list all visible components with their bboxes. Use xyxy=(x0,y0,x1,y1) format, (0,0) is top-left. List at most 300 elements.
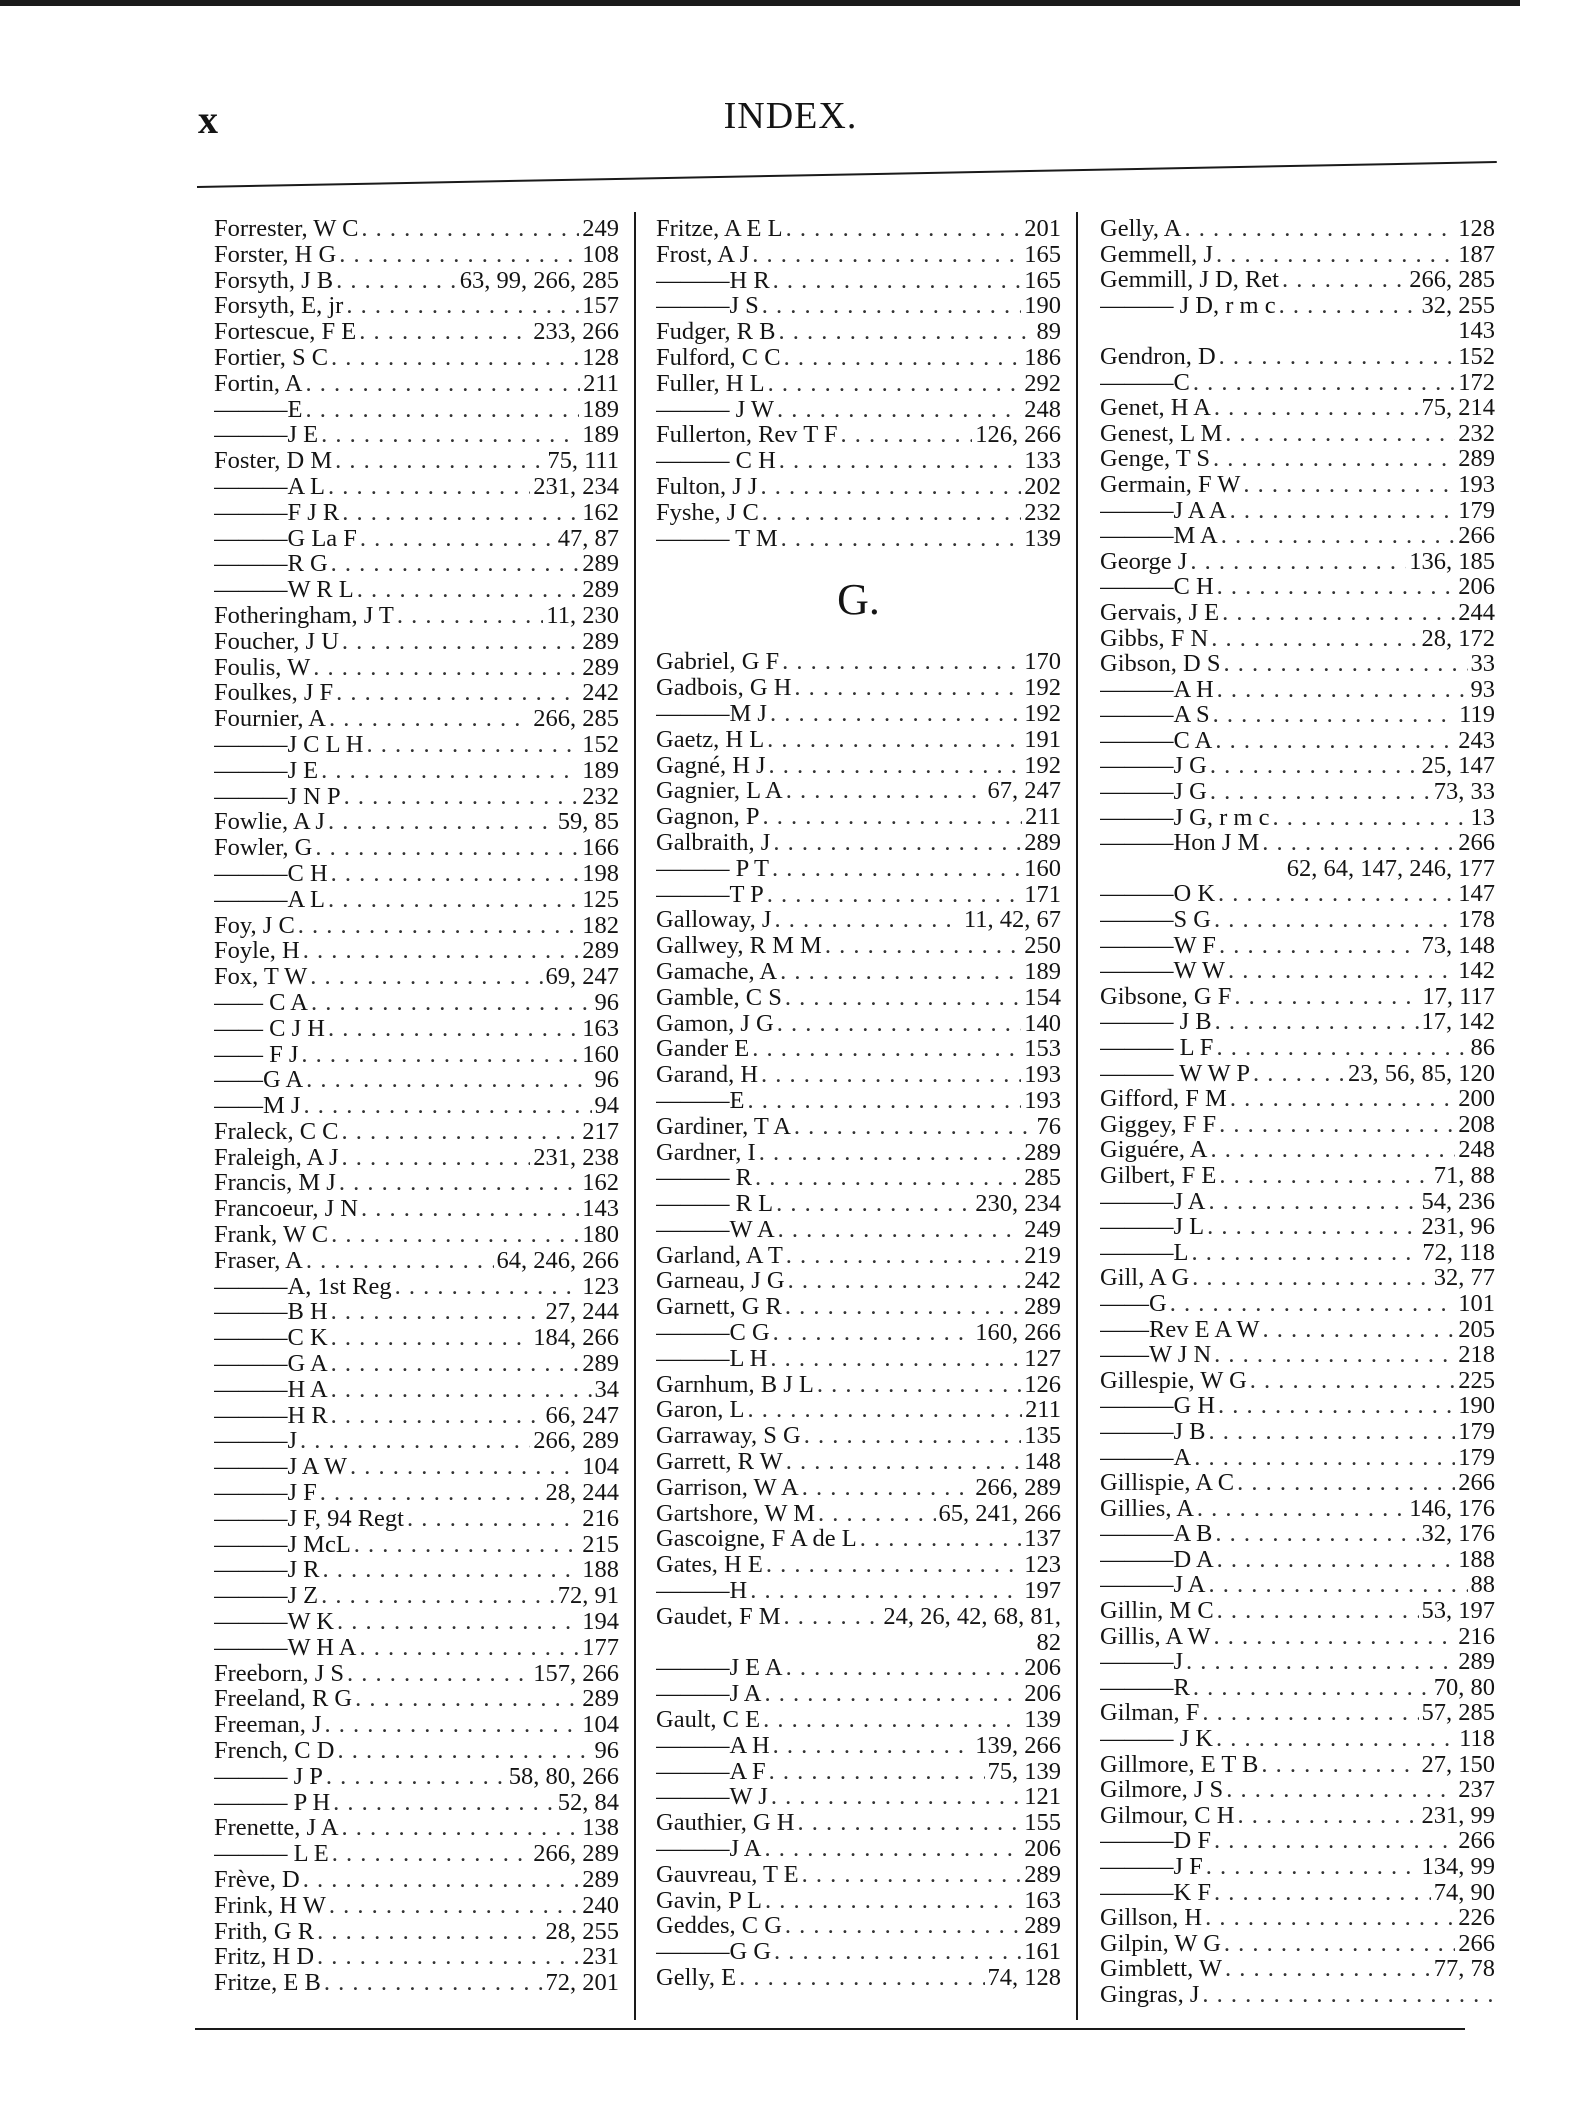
entry-name: ——— P H xyxy=(214,1789,331,1816)
index-entry xyxy=(656,1604,1061,1630)
entry-name: Gervais, J E xyxy=(1100,599,1220,626)
index-entry xyxy=(656,985,1061,1011)
index-entry xyxy=(1100,1291,1495,1317)
dot-leader xyxy=(762,804,1022,830)
dot-leader xyxy=(407,1506,579,1532)
entry-pages: 77, 78 xyxy=(1433,1956,1495,1982)
entry-name: Gallwey, R M M xyxy=(656,933,822,959)
entry-pages: 123 xyxy=(1024,1552,1061,1579)
dot-leader xyxy=(342,1119,580,1145)
index-entry xyxy=(656,882,1061,908)
entry-name: Fulford, C C xyxy=(656,344,781,371)
entry-pages: 127 xyxy=(1024,1345,1061,1372)
dot-leader xyxy=(1214,1342,1455,1368)
index-entry xyxy=(1100,1317,1495,1343)
entry-name: ———J xyxy=(214,1428,298,1455)
entry-name: Garnett, G R xyxy=(656,1294,782,1321)
entry-pages: 266, 285 xyxy=(533,706,619,732)
dot-leader xyxy=(771,1784,1021,1810)
index-entry xyxy=(214,319,619,345)
dot-leader xyxy=(784,345,1022,371)
index-entry xyxy=(656,474,1061,500)
dot-leader xyxy=(1223,651,1467,677)
dot-leader xyxy=(1192,1265,1431,1291)
entry-pages: 76 xyxy=(1036,1113,1061,1140)
entry-name: Genest, L M xyxy=(1100,420,1223,447)
entry-name: Galloway, J xyxy=(656,907,772,934)
entry-name: Garland, A T xyxy=(656,1242,783,1269)
entry-pages: 139, 266 xyxy=(975,1732,1061,1759)
f-entries-continued xyxy=(656,216,1061,551)
dot-leader xyxy=(346,293,579,319)
index-entry xyxy=(1100,1393,1495,1419)
index-entry xyxy=(214,526,619,552)
index-entry xyxy=(656,1578,1061,1604)
page-number: x xyxy=(198,97,218,142)
index-entry xyxy=(214,1016,619,1042)
dot-leader xyxy=(1214,1880,1431,1906)
entry-pages: 88 xyxy=(1470,1572,1495,1599)
entry-pages: 160 xyxy=(1024,855,1061,882)
dot-leader xyxy=(1213,446,1455,472)
entry-pages: 289 xyxy=(1024,1294,1061,1321)
index-entry xyxy=(1100,958,1495,984)
index-entry xyxy=(656,1759,1061,1785)
index-entry xyxy=(656,1140,1061,1166)
index-entry xyxy=(1100,446,1495,472)
entry-pages: 66, 247 xyxy=(545,1402,619,1429)
entry-pages: 193 xyxy=(1024,1087,1061,1114)
dot-leader xyxy=(1211,626,1418,652)
entry-pages: 182 xyxy=(582,912,619,939)
index-entry xyxy=(656,1475,1061,1501)
dot-leader xyxy=(1214,1624,1456,1650)
dot-leader xyxy=(817,1372,1021,1398)
entry-name: Foy, J C xyxy=(214,912,295,939)
dot-leader xyxy=(765,1681,1022,1707)
index-entry xyxy=(1100,1828,1495,1854)
entry-name: ———O K xyxy=(1100,881,1216,908)
dot-leader xyxy=(323,1557,580,1583)
entry-pages: 206 xyxy=(1458,574,1495,600)
entry-pages: 289 xyxy=(582,654,619,681)
index-entry xyxy=(1100,1956,1495,1982)
entry-name: Gillies, A xyxy=(1100,1495,1194,1522)
index-entry xyxy=(214,861,619,887)
dot-leader xyxy=(328,809,555,835)
entry-pages: 143 xyxy=(582,1196,619,1223)
entry-name: Fullerton, Rev T F xyxy=(656,422,838,449)
index-entry xyxy=(656,804,1061,830)
index-entry xyxy=(1100,574,1495,600)
entry-name: ———E xyxy=(656,1087,745,1114)
entry-name: Forster, H G xyxy=(214,241,337,268)
dot-leader xyxy=(786,1243,1021,1269)
entry-name: Fraleigh, A J xyxy=(214,1144,339,1171)
entry-name: Fowler, G xyxy=(214,835,313,861)
column-divider-1 xyxy=(634,212,636,2020)
dot-leader xyxy=(780,959,1021,985)
dot-leader xyxy=(784,1604,881,1630)
entry-name: ———J S xyxy=(656,293,759,320)
entry-pages: 216 xyxy=(1458,1623,1495,1650)
entry-name: ———A F xyxy=(656,1758,766,1785)
entry-name: ———A, 1st Reg xyxy=(214,1273,392,1300)
entry-pages: 289 xyxy=(582,1686,619,1713)
entry-pages: 163 xyxy=(1024,1887,1061,1914)
entry-pages: 71, 88 xyxy=(1433,1162,1495,1189)
entry-name: ———W H A xyxy=(214,1634,357,1661)
entry-pages: 292 xyxy=(1024,370,1061,397)
entry-pages: 160 xyxy=(582,1041,619,1068)
entry-pages: 189 xyxy=(582,422,619,449)
entry-pages: 250 xyxy=(1024,933,1061,959)
entry-pages: 24, 26, 42, 68, 81, xyxy=(883,1603,1061,1630)
index-entry xyxy=(656,1784,1061,1810)
entry-pages: 242 xyxy=(582,680,619,707)
entry-pages: 191 xyxy=(1024,726,1061,753)
index-entry xyxy=(1100,1880,1495,1906)
entry-pages: 32, 176 xyxy=(1421,1521,1495,1547)
dot-leader xyxy=(1230,498,1456,524)
index-entry xyxy=(214,293,619,319)
entry-name: ———W F xyxy=(1100,932,1216,959)
entry-pages: 96 xyxy=(594,1067,619,1094)
entry-pages: 139 xyxy=(1024,525,1061,552)
index-entry xyxy=(656,1836,1061,1862)
entry-pages: 218 xyxy=(1458,1342,1495,1368)
entry-name: ———A L xyxy=(214,886,325,913)
dot-leader xyxy=(752,242,1021,268)
index-entry xyxy=(656,1733,1061,1759)
index-entry xyxy=(1100,216,1495,242)
entry-name: ———A S xyxy=(1100,702,1210,728)
dot-leader xyxy=(344,784,580,810)
entry-pages: 160, 266 xyxy=(975,1320,1061,1346)
dot-leader xyxy=(788,1268,1022,1294)
entry-pages: 289 xyxy=(582,628,619,655)
index-entry xyxy=(1100,370,1495,396)
dot-leader xyxy=(303,938,580,964)
entry-name: Gibbs, F N xyxy=(1100,625,1209,652)
dot-leader xyxy=(331,1222,579,1248)
entry-name: ———J L xyxy=(1100,1214,1205,1240)
dot-leader xyxy=(329,1893,579,1919)
entry-pages: 72, 91 xyxy=(557,1583,619,1610)
entry-name: Foucher, J U xyxy=(214,628,339,655)
entry-pages: 23, 56, 85, 120 xyxy=(1348,1060,1495,1087)
entry-name: Frith, G R xyxy=(214,1918,315,1945)
entry-name: ———W K xyxy=(214,1609,334,1635)
index-entry xyxy=(214,655,619,681)
entry-name: ———C G xyxy=(656,1320,770,1346)
entry-name: Gauthier, G H xyxy=(656,1810,795,1837)
entry-name: Germain, F W xyxy=(1100,471,1241,498)
index-entry xyxy=(1100,753,1495,779)
dot-leader xyxy=(361,216,579,242)
dot-leader xyxy=(767,727,1021,753)
entry-name: ———E xyxy=(214,396,303,423)
index-entry xyxy=(656,1191,1061,1217)
entry-name: ———J G, r m c xyxy=(1100,804,1270,831)
index-entry xyxy=(1100,1726,1495,1752)
dot-leader xyxy=(769,1759,985,1785)
entry-name: Garand, H xyxy=(656,1062,759,1088)
entry-name: Fritze, E B xyxy=(214,1970,321,1996)
dot-leader xyxy=(331,1299,543,1325)
entry-name: Gander E xyxy=(656,1036,750,1063)
entry-name: Foyle, H xyxy=(214,938,300,965)
dot-leader xyxy=(1209,1189,1419,1215)
dot-leader xyxy=(781,526,1022,552)
dot-leader xyxy=(1224,1931,1455,1957)
entry-pages: 231, 96 xyxy=(1421,1214,1495,1240)
index-entry xyxy=(214,1583,619,1609)
entry-name: Fyshe, J C xyxy=(656,499,759,526)
index-entry xyxy=(1100,1009,1495,1035)
index-entry xyxy=(214,1403,619,1429)
index-entry xyxy=(214,603,619,629)
index-entry xyxy=(214,1145,619,1171)
dot-leader xyxy=(1210,779,1431,805)
dot-leader xyxy=(825,933,1021,959)
entry-name: Forrester, W C xyxy=(214,216,359,242)
index-entry xyxy=(214,758,619,784)
index-entry xyxy=(656,1423,1061,1449)
dot-leader xyxy=(339,242,579,268)
entry-name: ———J McL xyxy=(214,1531,351,1558)
entry-pages: 162 xyxy=(582,499,619,526)
entry-name: Gemmill, J D, Ret xyxy=(1100,267,1279,293)
index-entry xyxy=(214,1042,619,1068)
dot-leader xyxy=(321,1583,555,1609)
entry-pages: 184, 266 xyxy=(533,1325,619,1352)
entry-name: Gavin, P L xyxy=(656,1887,762,1914)
entry-pages: 192 xyxy=(1024,700,1061,727)
index-entry xyxy=(656,1655,1061,1681)
entry-name: Gilman, F xyxy=(1100,1700,1200,1727)
index-entry xyxy=(214,809,619,835)
entry-name: ———H R xyxy=(214,1402,328,1429)
dot-leader xyxy=(769,753,1022,779)
dot-leader xyxy=(1186,1649,1455,1675)
index-entry xyxy=(1100,1496,1495,1522)
entry-pages: 13 xyxy=(1470,804,1495,831)
dot-leader xyxy=(786,216,1022,242)
dot-leader xyxy=(1218,881,1455,907)
dot-leader xyxy=(1170,1291,1456,1317)
entry-name: ———J E xyxy=(214,422,319,449)
entry-pages: 72, 201 xyxy=(545,1970,619,1996)
entry-name: ———J F xyxy=(1100,1854,1203,1880)
entry-pages: 17, 142 xyxy=(1421,1009,1495,1035)
dot-leader xyxy=(766,1552,1021,1578)
dot-leader xyxy=(342,629,579,655)
entry-name: ———J A A xyxy=(1100,497,1227,524)
entry-pages: 266 xyxy=(1458,830,1495,856)
dot-leader xyxy=(342,1145,531,1171)
dot-leader xyxy=(331,1403,543,1429)
entry-pages: 155 xyxy=(1024,1810,1061,1837)
entry-pages: 188 xyxy=(582,1557,619,1584)
entry-pages: 17, 117 xyxy=(1422,983,1495,1010)
entry-name: ———G A xyxy=(214,1351,328,1377)
entry-pages: 128 xyxy=(582,344,619,371)
dot-leader xyxy=(1214,395,1419,421)
dot-leader xyxy=(762,293,1021,319)
index-entry xyxy=(656,649,1061,675)
dot-leader xyxy=(1217,1598,1419,1624)
index-column-2 xyxy=(656,216,1061,1991)
entry-name: French, C D xyxy=(214,1738,335,1764)
dot-leader xyxy=(331,1325,531,1351)
entry-name: Garneau, J G xyxy=(656,1268,785,1295)
dot-leader xyxy=(397,603,544,629)
entry-name: ———J G xyxy=(1100,779,1207,805)
entry-pages: 289 xyxy=(582,938,619,965)
dot-leader xyxy=(331,1351,580,1377)
index-entry xyxy=(656,1552,1061,1578)
entry-pages: 62, 64, 147, 246, 177 xyxy=(1286,855,1495,882)
entry-pages: 172 xyxy=(1458,369,1495,396)
dot-leader xyxy=(355,1686,579,1712)
index-entry xyxy=(656,216,1061,242)
entry-name: ——— J P xyxy=(214,1763,323,1790)
entry-name: ———C H xyxy=(1100,574,1214,600)
index-entry xyxy=(214,1325,619,1351)
footer-rule xyxy=(195,2028,1465,2030)
entry-pages: 266 xyxy=(1458,1930,1495,1957)
entry-pages: 178 xyxy=(1458,907,1495,933)
index-entry xyxy=(1100,1112,1495,1138)
index-entry xyxy=(1100,1419,1495,1445)
index-entry xyxy=(656,675,1061,701)
entry-pages: 139 xyxy=(1024,1707,1061,1733)
entry-name: Fournier, A xyxy=(214,706,326,732)
index-entry xyxy=(1100,1137,1495,1163)
entry-pages: 11, 230 xyxy=(546,602,619,629)
entry-pages: 248 xyxy=(1024,396,1061,423)
dot-leader xyxy=(1253,1061,1345,1087)
entry-pages: 198 xyxy=(582,860,619,887)
entry-name: Gibsone, G F xyxy=(1100,983,1232,1010)
page-title: INDEX. xyxy=(723,95,858,137)
entry-name: ———J A xyxy=(1100,1572,1206,1599)
entry-name: ———C H xyxy=(214,860,328,887)
index-entry xyxy=(1100,1905,1495,1931)
g-entries xyxy=(656,649,1061,1990)
entry-name: —— F J xyxy=(214,1041,299,1068)
entry-pages: 163 xyxy=(582,1015,619,1042)
dot-leader xyxy=(305,397,579,423)
entry-pages: 237 xyxy=(1458,1777,1495,1803)
index-entry xyxy=(1100,1598,1495,1624)
index-entry xyxy=(1100,1086,1495,1112)
index-entry xyxy=(1100,1265,1495,1291)
entry-pages: 190 xyxy=(1458,1393,1495,1419)
dot-leader xyxy=(818,1501,936,1527)
dot-leader xyxy=(326,1764,506,1790)
entry-name: Gascoigne, F A de L xyxy=(656,1526,857,1553)
entry-pages: 74, 90 xyxy=(1433,1879,1495,1906)
entry-name: Fuller, H L xyxy=(656,370,765,397)
index-entry xyxy=(214,732,619,758)
index-entry xyxy=(214,1738,619,1764)
index-entry xyxy=(1100,1163,1495,1189)
entry-name: ———W W xyxy=(1100,958,1225,984)
entry-pages: 126, 266 xyxy=(975,422,1061,449)
index-entry-continuation xyxy=(1100,318,1495,344)
dot-leader xyxy=(328,887,579,913)
dot-leader xyxy=(767,882,1021,908)
dot-leader xyxy=(798,1810,1022,1836)
dot-leader xyxy=(1225,1956,1431,1982)
header-rule xyxy=(197,161,1497,188)
index-entry xyxy=(214,1299,619,1325)
entry-pages: 266, 289 xyxy=(533,1841,619,1867)
index-entry xyxy=(214,835,619,861)
entry-pages: 180 xyxy=(582,1222,619,1248)
entry-name: ———J F, 94 Regt xyxy=(214,1505,404,1532)
index-entry xyxy=(1100,651,1495,677)
dot-leader xyxy=(773,1733,973,1759)
entry-name: ———B H xyxy=(214,1299,328,1326)
index-entry xyxy=(214,1661,619,1687)
section-letter-g: G. xyxy=(837,575,880,625)
dot-leader xyxy=(301,1042,579,1068)
entry-name: Garrett, R W xyxy=(656,1449,783,1475)
index-entry xyxy=(214,938,619,964)
dot-leader xyxy=(772,856,1021,882)
dot-leader xyxy=(303,1093,591,1119)
entry-pages: 135 xyxy=(1024,1423,1061,1450)
index-entry xyxy=(214,345,619,371)
entry-name: ———J A xyxy=(656,1836,762,1862)
entry-pages: 190 xyxy=(1024,293,1061,320)
entry-pages: 243 xyxy=(1458,727,1495,754)
dot-leader xyxy=(1209,1419,1456,1445)
index-entry xyxy=(1100,600,1495,626)
dot-leader xyxy=(785,1913,1021,1939)
entry-pages: 192 xyxy=(1024,675,1061,701)
index-entry xyxy=(214,964,619,990)
entry-pages: 142 xyxy=(1458,958,1495,984)
index-entry xyxy=(1100,1342,1495,1368)
entry-name: Frève, D xyxy=(214,1867,300,1893)
entry-name: Geddes, C G xyxy=(656,1913,782,1940)
index-entry xyxy=(656,1810,1061,1836)
entry-name: Fraleck, C C xyxy=(214,1118,339,1145)
dot-leader xyxy=(335,448,544,474)
entry-name: ———J C L H xyxy=(214,731,364,758)
index-entry xyxy=(1100,1675,1495,1701)
entry-pages: 128 xyxy=(1458,216,1495,242)
entry-name: ———J A xyxy=(656,1681,762,1708)
entry-pages: 289 xyxy=(1024,1913,1061,1940)
entry-name: ———S G xyxy=(1100,907,1211,933)
dot-leader xyxy=(1215,1521,1418,1547)
index-entry xyxy=(1100,805,1495,831)
entry-pages: 289 xyxy=(582,1351,619,1377)
dot-leader xyxy=(1217,677,1468,703)
entry-name: Gillmore, E T B xyxy=(1100,1751,1259,1778)
entry-pages: 11, 42, 67 xyxy=(963,907,1061,934)
dot-leader xyxy=(331,861,580,887)
entry-pages: 289 xyxy=(1458,1649,1495,1675)
index-entry xyxy=(656,1114,1061,1140)
entry-name: ———W R L xyxy=(214,577,354,603)
index-entry xyxy=(1100,395,1495,421)
